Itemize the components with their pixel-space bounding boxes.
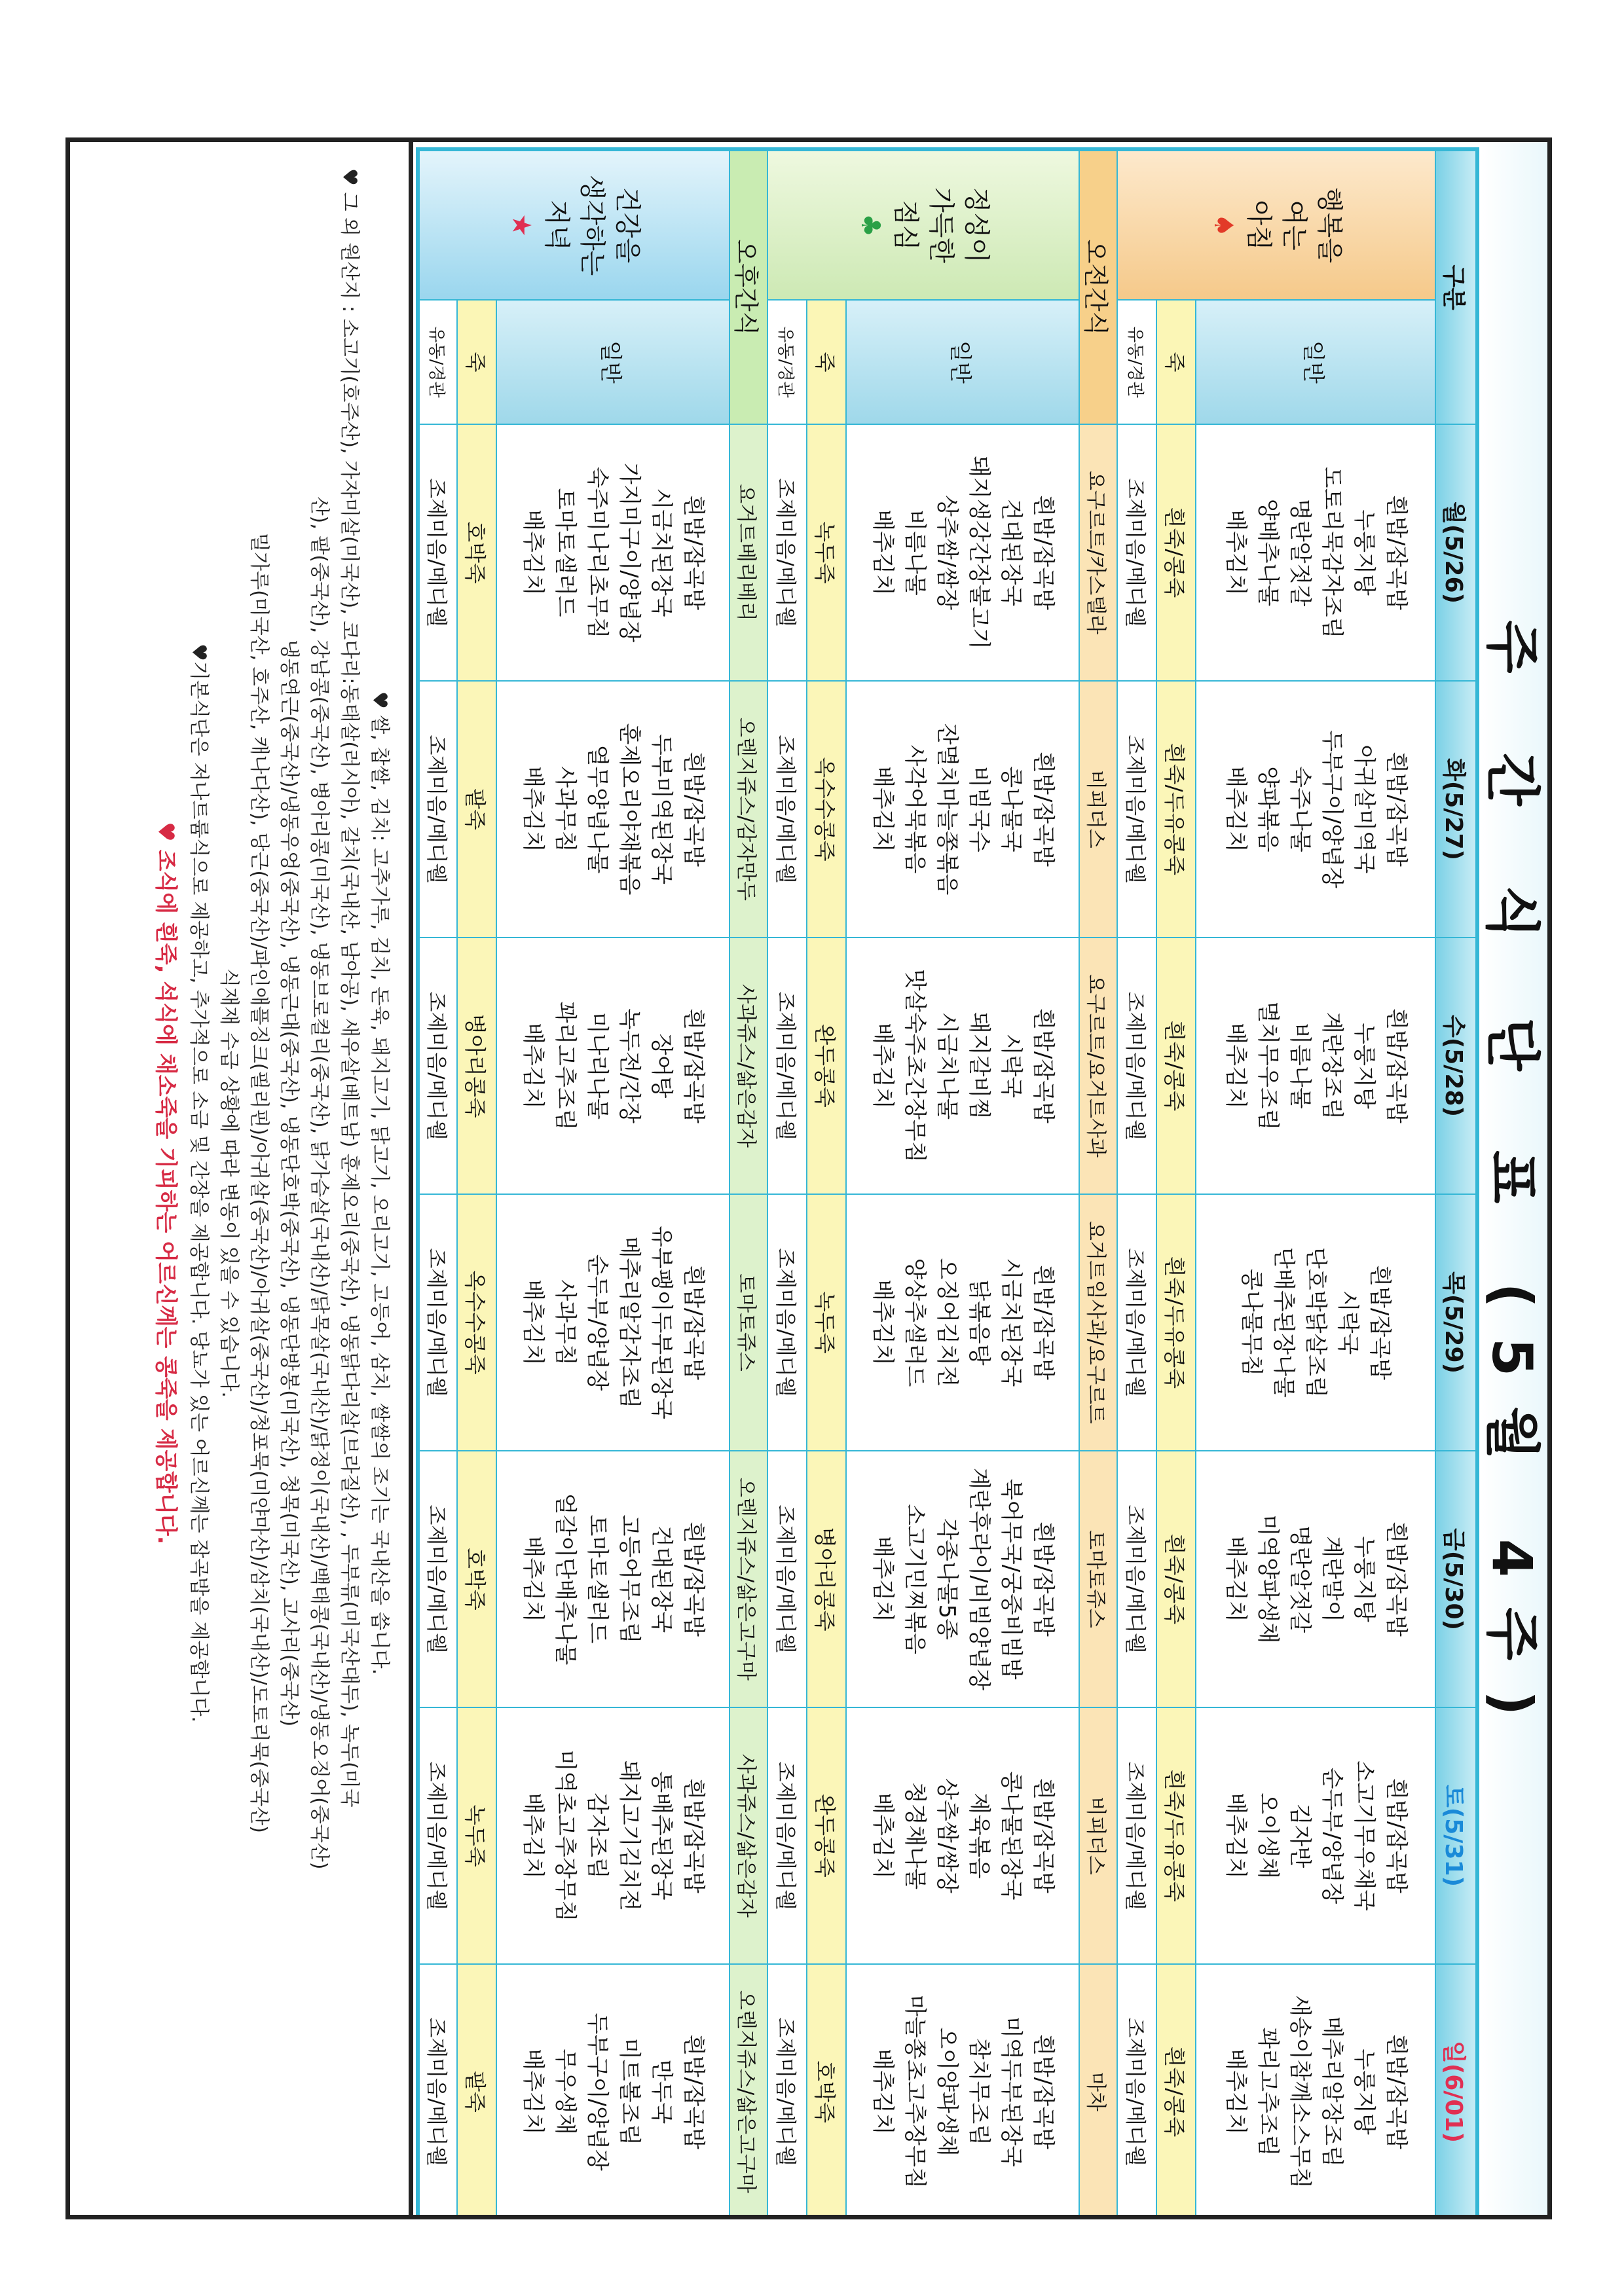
spade-icon: ♠: [1208, 213, 1238, 237]
dish-item: 돼지갈비찜: [966, 1011, 992, 1120]
dish-item: 오이양파생채: [934, 2027, 960, 2157]
dish-item: 단배추된장나물: [1270, 1247, 1297, 1398]
dish-item: 비빔국수: [966, 766, 992, 852]
dish-item: 사과무침: [552, 1279, 578, 1366]
heart-icon: ♥: [187, 644, 210, 661]
dinner-menu-cell: [496, 424, 729, 681]
dinner-extra-label: 유동/경관: [418, 300, 457, 424]
breakfast-regular-row: [1196, 149, 1435, 2219]
dish-item: 북어무국/궁중비빔밥: [998, 1478, 1024, 1680]
dinner-juk-cell: 녹두죽: [457, 1707, 496, 1964]
pm_snack-cell: 오렌지쥬스/삶은고구마: [729, 1964, 767, 2219]
breakfast-menu-cell: [1196, 1964, 1435, 2219]
dish-item: 흰밥/잡곡밥: [1383, 1522, 1409, 1637]
breakfast-juk-cell: 흰죽/콩죽: [1156, 424, 1196, 681]
dish-item: 숙주미나리초무침: [584, 466, 610, 639]
dish-item: 비름나물: [1287, 1023, 1313, 1109]
dinner-juk-cell: 옥수수콩죽: [457, 1194, 496, 1451]
dish-item: 흰밥/잡곡밥: [1030, 752, 1056, 867]
pm_snack-cell: 토마토쥬스: [729, 1194, 767, 1451]
breakfast-label-line: 아침: [1244, 200, 1274, 251]
dish-item: 상추쌈/쌈장: [934, 1778, 960, 1893]
dish-item: 배추김치: [1223, 2049, 1249, 2135]
dish-item: 오이생채: [1255, 1793, 1281, 1879]
dish-item: 얼갈이단배추나물: [552, 1493, 578, 1666]
lunch-label-line: 정성이: [961, 187, 991, 263]
lunch-extra-label: 유동/경관: [767, 300, 807, 424]
dish-item: 소고기민찌볶음: [902, 1504, 928, 1654]
dinner-label: [418, 149, 729, 300]
breakfast-juk-cell: 흰죽/콩죽: [1156, 1964, 1196, 2219]
dish-item: 순두부/양념장: [1319, 1767, 1345, 1904]
dish-item: 배추김치: [520, 2049, 546, 2135]
dinner-menu-cell: [496, 1707, 729, 1964]
dish-item: 통배추된장국: [648, 1771, 674, 1901]
breakfast-extra-label: 유동/경관: [1117, 300, 1156, 424]
dish-item: 김자반: [1287, 1803, 1313, 1868]
breakfast-juk-label: 죽: [1156, 300, 1196, 424]
dinner-juk-label: 죽: [457, 300, 496, 424]
am_snack-cell: 요구르트/카스텔라: [1079, 424, 1117, 681]
dish-item: 꽈리고추조림: [552, 1001, 578, 1131]
lunch-menu-cell: [846, 1194, 1079, 1451]
dish-item: 아귀살미역국: [1351, 744, 1377, 874]
lunch-juk-cell: 옥수수콩죽: [807, 681, 846, 938]
dish-item: 시락국: [998, 1033, 1024, 1099]
heart-icon: ♥: [153, 822, 179, 842]
breakfast-extra-cell: 조제미음/메디웰: [1117, 1707, 1156, 1964]
dish-item: 도토리묵감자조림: [1319, 466, 1345, 639]
dish-item: 토마토샐러드: [552, 488, 578, 617]
lunch-juk-cell: 완두콩죽: [807, 938, 846, 1194]
dish-item: 흰밥/잡곡밥: [680, 1265, 707, 1380]
dish-item: 배추김치: [1223, 509, 1249, 596]
heart-icon: ♥: [368, 691, 391, 709]
dish-item: 두부구이/양념장: [1319, 730, 1345, 888]
dish-item: 순두부/양념장: [584, 1254, 610, 1391]
basic-meal-note: [183, 168, 213, 2198]
dish-item: 오징어김치전: [934, 1258, 960, 1387]
dish-item: 건대된장국: [648, 1525, 674, 1633]
breakfast-menu-cell: [1196, 681, 1435, 938]
dish-item: 흰밥/잡곡밥: [680, 1778, 707, 1893]
lunch-menu-cell: [846, 1707, 1079, 1964]
am_snack-cell: 비피더스: [1079, 681, 1117, 938]
dish-item: 흰밥/잡곡밥: [680, 1522, 707, 1637]
dish-item: 양상추샐러드: [902, 1258, 928, 1387]
am_snack-cell: 토마토쥬스: [1079, 1451, 1117, 1707]
am_snack-row: [1079, 149, 1117, 2219]
breakfast-menu-cell: [1196, 1194, 1435, 1451]
dish-item: 양파볶음: [1255, 766, 1281, 852]
menu-body: [418, 149, 1435, 2219]
breakfast-juk-cell: 흰죽/두유콩죽: [1156, 1707, 1196, 1964]
lunch-regular-row: [846, 149, 1079, 2219]
lunch-juk-cell: 병아리콩죽: [807, 1451, 846, 1707]
dish-item: 미역두부된장국: [998, 2016, 1024, 2167]
lunch-menu-cell: [846, 1964, 1079, 2219]
dish-item: 메추리알장조림: [1319, 2016, 1345, 2167]
lunch-juk-cell: 녹두죽: [807, 1194, 846, 1451]
dinner-extra-cell: 조제미음/메디웰: [418, 938, 457, 1194]
dish-item: 열무양념나물: [584, 744, 610, 874]
lunch-extra-cell: 조제미음/메디웰: [767, 1707, 807, 1964]
dish-item: 배추김치: [520, 1279, 546, 1366]
dish-item: 배추김치: [520, 766, 546, 852]
heart-icon: ♥: [338, 168, 361, 186]
dish-item: 흰밥/잡곡밥: [1030, 495, 1056, 610]
dish-item: 새송이참깨소스무침: [1287, 1995, 1313, 2189]
lunch-menu-cell: [846, 938, 1079, 1194]
dish-item: 배추김치: [520, 1536, 546, 1622]
dish-item: 흰밥/잡곡밥: [1030, 1265, 1056, 1380]
dinner-extra-cell: 조제미음/메디웰: [418, 681, 457, 938]
dish-item: 계란후라이/비빔양념장: [966, 1468, 992, 1690]
dish-item: 만두국: [648, 2059, 674, 2124]
lunch-extra-cell: 조제미음/메디웰: [767, 938, 807, 1194]
day-header-tue: 화(5/27): [1435, 681, 1477, 938]
dish-item: 청경채나물: [902, 1781, 928, 1890]
dish-item: 미트볼조림: [616, 2037, 642, 2146]
pm_snack-row: [729, 149, 767, 2219]
lunch-extra-cell: 조제미음/메디웰: [767, 681, 807, 938]
dinner-extra-row: [418, 149, 457, 2219]
dish-item: 사각어묵볶음: [902, 744, 928, 874]
origin-text-1: 그 외 원산지 : 소고기(호주산), 가자미살(미국산), 코다리:동태살(러시아), 갈치(국내산, 남아공), 새우살(베트남) 훈제오리(중국산), 냉동닭다리살(브라질산), , 두부류(미국산대두), 녹두(미국: [338, 192, 361, 1808]
dish-item: 비름나물: [902, 509, 928, 596]
dish-item: 계란말이: [1319, 1536, 1345, 1622]
notes-section: [70, 142, 413, 2219]
dish-item: 시락국: [1335, 1290, 1361, 1355]
dish-item: 상추쌈/쌈장: [934, 495, 960, 610]
breakfast-extra-cell: 조제미음/메디웰: [1117, 1194, 1156, 1451]
rice-origin-note: [364, 168, 394, 2198]
dish-item: 명란알젓갈: [1287, 498, 1313, 607]
dinner-regular-label: 일반: [496, 300, 729, 424]
dish-item: 시금치된장국: [998, 1258, 1024, 1387]
pm_snack-cell: 사과쥬스/삶은감자: [729, 1707, 767, 1964]
dish-item: 꽈리고추조림: [1255, 2027, 1281, 2157]
lunch-menu-cell: [846, 424, 1079, 681]
breakfast-juk-cell: 흰죽/콩죽: [1156, 1451, 1196, 1707]
dish-item: 배추김치: [1223, 1023, 1249, 1109]
breakfast-regular-label: 일반: [1196, 300, 1435, 424]
dinner-juk-cell: 병아리콩죽: [457, 938, 496, 1194]
breakfast-extra-row: [1117, 149, 1156, 2219]
origin-note-1: [334, 168, 364, 2198]
dish-item: 배추김치: [520, 1793, 546, 1879]
origin-note-3: 냉동연근(중국산)/냉동우엉(중국산), 냉동근대(중국산), 냉동단호박(중국산), 냉동단방봉(미국산), 청목(미국산), 고사리(중국산): [278, 639, 301, 1727]
dish-item: 장어탕: [648, 1033, 674, 1099]
juk-notice: [151, 168, 181, 2198]
dish-item: 배추김치: [1223, 766, 1249, 852]
basic-meal-text: 기본식단은 저나트륨식으로 제공하고, 추가적으로 소금 및 간장을 제공합니다. 당뇨가 있는 어르신께는 잡곡밥을 제공합니다.: [187, 661, 210, 1722]
dinner-juk-row: [457, 149, 496, 2219]
dish-item: 흰밥/잡곡밥: [1367, 1265, 1393, 1380]
breakfast-menu-cell: [1196, 1451, 1435, 1707]
dish-item: 배추김치: [1223, 1793, 1249, 1879]
breakfast-extra-cell: 조제미음/메디웰: [1117, 424, 1156, 681]
pm_snack-cell: 요거트베리베리: [729, 424, 767, 681]
dish-item: 유부팽이두부된장국: [648, 1226, 674, 1419]
dish-item: 흰밥/잡곡밥: [1383, 495, 1409, 610]
am_snack-label: 오전간식: [1079, 149, 1117, 424]
dinner-extra-cell: 조제미음/메디웰: [418, 1707, 457, 1964]
dish-item: 멸치무우조림: [1255, 1001, 1281, 1131]
rice-origin-text: 쌀, 찹쌀, 김치: 고추가루, 김치, 돈육, 돼지고기, 닭고기, 오리고기, 고등어, 삼치, 쌀쌀의 조기는 국내산을 씁니다.: [368, 715, 391, 1675]
dish-item: 흰밥/잡곡밥: [1383, 1008, 1409, 1123]
dish-item: 흰밥/잡곡밥: [1030, 1778, 1056, 1893]
dish-item: 흰밥/잡곡밥: [1030, 1008, 1056, 1123]
day-header-fri: 금(5/30): [1435, 1451, 1477, 1707]
juk-notice-text: 조식에 흰죽, 석식에 채소죽을 기피하는 어르신께는 콩죽을 제공합니다.: [153, 849, 179, 1544]
rotated-landscape-page: [70, 142, 1552, 2219]
dish-item: 소고기무우채국: [1351, 1760, 1377, 1911]
dish-item: 콩나물국: [998, 766, 1024, 852]
breakfast-label-line: 행복을: [1314, 187, 1344, 263]
dinner-menu-cell: [496, 681, 729, 938]
dish-item: 흰밥/잡곡밥: [680, 2034, 707, 2149]
origin-note-4: 밀가루(미국산, 호주산, 캐나다산), 당근(중국산)/파인애플징크(필리핀)/아귀살(중국산)/아귀살(중국산)/청포묵(미얀마산)/삼치(국내산)/도토리묵(중국산): [248, 533, 270, 1833]
lunch-menu-cell: [846, 1451, 1079, 1707]
dish-item: 배추김치: [870, 1279, 896, 1366]
dinner-juk-cell: 호박죽: [457, 424, 496, 681]
am_snack-cell: 비피더스: [1079, 1707, 1117, 1964]
pm_snack-label: 오후간식: [729, 149, 767, 424]
dish-item: 메추리알감자조림: [616, 1236, 642, 1409]
dish-item: 건대된장국: [998, 498, 1024, 607]
dish-item: 배추김치: [1223, 1536, 1249, 1622]
dish-item: 배추김치: [870, 1793, 896, 1879]
dish-item: 단호박닭살조림: [1302, 1247, 1329, 1398]
dish-item: 누룽지탕: [1351, 509, 1377, 596]
menu-sheet: [65, 137, 1552, 2219]
lunch-extra-row: [767, 149, 807, 2219]
dish-item: 미나리나물: [584, 1011, 610, 1120]
dish-item: 흰밥/잡곡밥: [680, 495, 707, 610]
dish-item: 돼지생강간장불고기: [966, 456, 992, 649]
dinner-extra-cell: 조제미음/메디웰: [418, 1451, 457, 1707]
breakfast-juk-row: [1156, 149, 1196, 2219]
dish-item: 배추김치: [870, 766, 896, 852]
dinner-juk-cell: 팥죽: [457, 1964, 496, 2219]
dish-item: 배추김치: [520, 509, 546, 596]
dinner-extra-cell: 조제미음/메디웰: [418, 424, 457, 681]
dish-item: 감자조림: [584, 1793, 610, 1879]
dish-item: 사과무침: [552, 766, 578, 852]
lunch-extra-cell: 조제미음/메디웰: [767, 1964, 807, 2219]
dish-item: 흰밥/잡곡밥: [680, 752, 707, 867]
breakfast-juk-cell: 흰죽/두유콩죽: [1156, 1194, 1196, 1451]
day-header-sat: 토(5/31): [1435, 1707, 1477, 1964]
lunch-label: [767, 149, 1079, 300]
lunch-juk-row: [807, 149, 846, 2219]
am_snack-cell: 요구르트/요거트사과: [1079, 938, 1117, 1194]
lunch-extra-cell: 조제미음/메디웰: [767, 1194, 807, 1451]
dinner-regular-row: [496, 149, 729, 2219]
dish-item: 흰밥/잡곡밥: [1030, 1522, 1056, 1637]
dish-item: 명란알젓갈: [1287, 1525, 1313, 1633]
dish-item: 배추김치: [870, 2049, 896, 2135]
dish-item: 마늘쫑초고추장무침: [902, 1995, 928, 2189]
dish-item: 누룽지탕: [1351, 2049, 1377, 2135]
dish-item: 시금치나물: [934, 1011, 960, 1120]
breakfast-extra-cell: 조제미음/메디웰: [1117, 681, 1156, 938]
dish-item: 누룽지탕: [1351, 1536, 1377, 1622]
star-icon: ★: [506, 213, 536, 237]
day-header-mon: 월(5/26): [1435, 424, 1477, 681]
dish-item: 녹두전/간장: [616, 1008, 642, 1123]
dish-item: 돼지고기김치전: [616, 1760, 642, 1911]
pm_snack-cell: 사과쥬스/삶은감자: [729, 938, 767, 1194]
dinner-extra-cell: 조제미음/메디웰: [418, 1194, 457, 1451]
breakfast-juk-cell: 흰죽/콩죽: [1156, 938, 1196, 1194]
am_snack-cell: 마차: [1079, 1964, 1117, 2219]
lunch-extra-cell: 조제미음/메디웰: [767, 1451, 807, 1707]
breakfast-extra-cell: 조제미음/메디웰: [1117, 938, 1156, 1194]
weekly-menu-table: [416, 147, 1479, 2219]
dinner-menu-cell: [496, 938, 729, 1194]
dish-item: 배추김치: [520, 1023, 546, 1109]
dinner-label-line: 건강을: [612, 187, 642, 263]
breakfast-extra-cell: 조제미음/메디웰: [1117, 1451, 1156, 1707]
dish-item: 배추김치: [870, 1536, 896, 1622]
dish-item: 콩나물된장국: [998, 1771, 1024, 1901]
lunch-juk-label: 죽: [807, 300, 846, 424]
dish-item: 흰밥/잡곡밥: [1383, 1778, 1409, 1893]
dish-item: 흰밥/잡곡밥: [680, 1008, 707, 1123]
category-header: 구분: [1435, 149, 1477, 424]
dish-item: 맛살숙주초간장무침: [902, 969, 928, 1163]
breakfast-menu-cell: [1196, 1707, 1435, 1964]
breakfast-label-line: 여는: [1279, 200, 1309, 251]
dish-item: 두부미역된장국: [648, 734, 674, 884]
lunch-label-line: 가득한: [926, 187, 956, 263]
pm_snack-cell: 오렌지쥬스/삶은고구마: [729, 1451, 767, 1707]
day-header-thu: 목(5/29): [1435, 1194, 1477, 1451]
dish-item: 양배추나물: [1255, 498, 1281, 607]
dish-item: 흰밥/잡곡밥: [1383, 752, 1409, 867]
dish-item: 배추김치: [870, 1023, 896, 1109]
title-band: [1481, 142, 1552, 2219]
dish-item: 가지미구이/양념장: [616, 462, 642, 643]
dish-item: 숙주나물: [1287, 766, 1313, 852]
club-icon: ♣: [855, 213, 885, 237]
dish-item: 미역양파생채: [1255, 1514, 1281, 1644]
dinner-menu-cell: [496, 1194, 729, 1451]
dinner-label-line: 생각하는: [577, 174, 607, 276]
dish-item: 참치무조림: [966, 2037, 992, 2146]
dish-item: 각종나물5종: [934, 1518, 960, 1640]
dish-item: 흰밥/잡곡밥: [1383, 2034, 1409, 2149]
lunch-juk-cell: 녹두죽: [807, 424, 846, 681]
am_snack-cell: 요거트임사과/요구르트: [1079, 1194, 1117, 1451]
dish-item: 시금치된장국: [648, 488, 674, 617]
dish-item: 고등어무조림: [616, 1514, 642, 1644]
dish-item: 닭볶음탕: [966, 1279, 992, 1366]
breakfast-menu-cell: [1196, 938, 1435, 1194]
dish-item: 두부구이/양념장: [584, 2013, 610, 2171]
day-header-wed: 수(5/28): [1435, 938, 1477, 1194]
origin-note-2: 산), 팥(중국산), 강남콩(중국산), 병아리콩(미국산), 냉동브로컬리(중국산), 닭가슴살(국내산)/닭목살(국내산)/닭정이(국내산)/백태콩(국내산)/냉동오징어(중국산): [308, 496, 331, 1870]
breakfast-extra-cell: 조제미음/메디웰: [1117, 1964, 1156, 2219]
dinner-extra-cell: 조제미음/메디웰: [418, 1964, 457, 2219]
lunch-regular-label: 일반: [846, 300, 1079, 424]
breakfast-label: [1117, 149, 1435, 300]
day-header-sun: 일(6/01): [1435, 1964, 1477, 2219]
dish-item: 배추김치: [870, 509, 896, 596]
dinner-menu-cell: [496, 1964, 729, 2219]
pm_snack-cell: 오렌지쥬스/감자만두: [729, 681, 767, 938]
dish-item: 콩나물무침: [1238, 1268, 1265, 1377]
dish-item: 계란장조림: [1319, 1011, 1345, 1120]
dish-item: 미역초고추장무침: [552, 1749, 578, 1922]
dish-item: 흰밥/잡곡밥: [1030, 2034, 1056, 2149]
dinner-menu-cell: [496, 1451, 729, 1707]
lunch-juk-cell: 호박죽: [807, 1964, 846, 2219]
page-title: 주 간 식 단 표 (5월 4주): [1480, 620, 1545, 1746]
menu-change-note: 식재재 수급 상황에 따라 변동이 있을 수 있습니다.: [217, 968, 240, 1398]
lunch-label-line: 점심: [891, 200, 921, 251]
dish-item: 제육볶음: [966, 1793, 992, 1879]
dish-item: 잔멸치마늘쫑볶음: [934, 723, 960, 896]
header-row: [1435, 149, 1477, 2219]
dinner-juk-cell: 호박죽: [457, 1451, 496, 1707]
breakfast-juk-cell: 흰죽/두유콩죽: [1156, 681, 1196, 938]
dish-item: 누룽지탕: [1351, 1023, 1377, 1109]
dinner-juk-cell: 팥죽: [457, 681, 496, 938]
dish-item: 훈제오리야채볶음: [616, 723, 642, 896]
lunch-extra-cell: 조제미음/메디웰: [767, 424, 807, 681]
dinner-label-line: 저녁: [542, 200, 572, 251]
lunch-juk-cell: 완두콩죽: [807, 1707, 846, 1964]
breakfast-menu-cell: [1196, 424, 1435, 681]
dish-item: 토마토샐러드: [584, 1514, 610, 1644]
lunch-menu-cell: [846, 681, 1079, 938]
dish-item: 무우생채: [552, 2049, 578, 2135]
